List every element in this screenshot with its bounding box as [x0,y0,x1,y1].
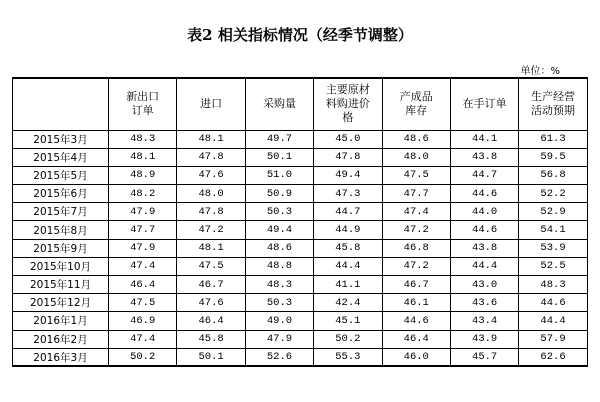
table-cell: 57.9 [519,330,587,348]
table-cell: 51.0 [245,166,313,184]
table-cell: 50.2 [109,348,177,366]
unit-label: 单位：% [520,66,560,77]
table-cell: 44.4 [519,312,587,330]
table-cell: 47.4 [109,330,177,348]
table-cell: 44.6 [450,221,518,239]
table-cell: 56.8 [519,166,587,184]
table-cell: 46.4 [177,312,245,330]
table-cell: 50.2 [314,330,382,348]
table-cell: 44.6 [450,185,518,203]
table-cell: 43.8 [450,239,518,257]
table-row [13,130,588,148]
indicators-table [12,77,588,367]
table-cell: 44.4 [450,257,518,275]
table-cell: 43.9 [450,330,518,348]
table-cell: 47.2 [382,221,450,239]
table-cell: 44.7 [450,166,518,184]
table-cell: 44.0 [450,203,518,221]
table-cell: 61.3 [519,130,587,148]
table-cell: 45.0 [314,130,382,148]
table-cell: 49.7 [245,130,313,148]
row-label: 2015年5月 [13,166,109,184]
corner-header-cell [13,78,109,130]
table-cell: 46.4 [382,330,450,348]
table-row [13,221,588,239]
table-cell: 49.0 [245,312,313,330]
table-row [13,185,588,203]
column-header: 产成品库存 [382,78,450,130]
table-cell: 44.6 [519,294,587,312]
row-label: 2015年9月 [13,239,109,257]
table-cell: 47.9 [245,330,313,348]
table-row [13,330,588,348]
table-cell: 48.6 [382,130,450,148]
table-cell: 50.3 [245,203,313,221]
row-label: 2015年7月 [13,203,109,221]
table-cell: 44.1 [450,130,518,148]
table-cell: 44.7 [314,203,382,221]
table-cell: 46.9 [109,312,177,330]
table-cell: 45.7 [450,348,518,366]
table-cell: 47.7 [109,221,177,239]
table-cell: 47.8 [177,203,245,221]
table-cell: 43.6 [450,294,518,312]
table-cell: 48.0 [382,148,450,166]
table-cell: 47.5 [382,166,450,184]
table-cell: 52.6 [245,348,313,366]
table-cell: 50.1 [177,348,245,366]
table-cell: 48.8 [245,257,313,275]
table-cell: 53.9 [519,239,587,257]
table-row [13,257,588,275]
header-row [13,78,588,130]
table-cell: 47.6 [177,166,245,184]
table-cell: 48.1 [109,148,177,166]
column-header: 采购量 [245,78,313,130]
table-cell: 46.1 [382,294,450,312]
table-row [13,203,588,221]
row-label: 2016年2月 [13,330,109,348]
table-cell: 49.4 [314,166,382,184]
table-cell: 45.1 [314,312,382,330]
table-cell: 46.0 [382,348,450,366]
table-cell: 52.5 [519,257,587,275]
table-cell: 44.6 [382,312,450,330]
table-cell: 48.0 [177,185,245,203]
table-cell: 46.8 [382,239,450,257]
column-header: 生产经营活动预期 [519,78,587,130]
table-title: 表2 相关指标情况（经季节调整） [187,26,413,44]
table-cell: 48.1 [177,130,245,148]
table-cell: 50.9 [245,185,313,203]
table-row [13,166,588,184]
row-label: 2015年12月 [13,294,109,312]
table-cell: 48.2 [109,185,177,203]
table-cell: 47.8 [314,148,382,166]
table-cell: 47.6 [177,294,245,312]
table-cell: 55.3 [314,348,382,366]
table-cell: 54.1 [519,221,587,239]
table-cell: 44.9 [314,221,382,239]
table-cell: 46.7 [177,276,245,294]
row-label: 2016年1月 [13,312,109,330]
table-cell: 48.3 [519,276,587,294]
table-cell: 59.5 [519,148,587,166]
table-cell: 48.3 [245,276,313,294]
table-cell: 46.4 [109,276,177,294]
table-row [13,239,588,257]
column-header: 新出口订单 [109,78,177,130]
table-cell: 45.8 [177,330,245,348]
table-cell: 48.1 [177,239,245,257]
row-label: 2015年6月 [13,185,109,203]
row-label: 2016年3月 [13,348,109,366]
table-cell: 62.6 [519,348,587,366]
row-label: 2015年3月 [13,130,109,148]
column-header: 主要原材料购进价格 [314,78,382,130]
table-cell: 47.2 [177,221,245,239]
table-cell: 49.4 [245,221,313,239]
table-cell: 52.2 [519,185,587,203]
table-cell: 42.4 [314,294,382,312]
row-label: 2015年10月 [13,257,109,275]
table-cell: 52.9 [519,203,587,221]
table-row [13,348,588,366]
table-cell: 50.3 [245,294,313,312]
table-cell: 47.3 [314,185,382,203]
table-cell: 43.4 [450,312,518,330]
table-row [13,294,588,312]
table-cell: 47.8 [177,148,245,166]
table-cell: 48.9 [109,166,177,184]
table-cell: 47.4 [382,203,450,221]
table-cell: 41.1 [314,276,382,294]
table-cell: 47.5 [109,294,177,312]
row-label: 2015年11月 [13,276,109,294]
table-cell: 48.6 [245,239,313,257]
table-cell: 43.8 [450,148,518,166]
table-cell: 47.9 [109,203,177,221]
table-cell: 47.4 [109,257,177,275]
table-row [13,276,588,294]
table-cell: 43.0 [450,276,518,294]
table-cell: 50.1 [245,148,313,166]
table-cell: 47.9 [109,239,177,257]
row-label: 2015年4月 [13,148,109,166]
table-cell: 44.4 [314,257,382,275]
table-row [13,148,588,166]
table-cell: 47.5 [177,257,245,275]
column-header: 进口 [177,78,245,130]
table-cell: 45.8 [314,239,382,257]
table-cell: 47.2 [382,257,450,275]
table-cell: 48.3 [109,130,177,148]
table-row [13,312,588,330]
table-cell: 46.7 [382,276,450,294]
row-label: 2015年8月 [13,221,109,239]
table-cell: 47.7 [382,185,450,203]
column-header: 在手订单 [450,78,518,130]
